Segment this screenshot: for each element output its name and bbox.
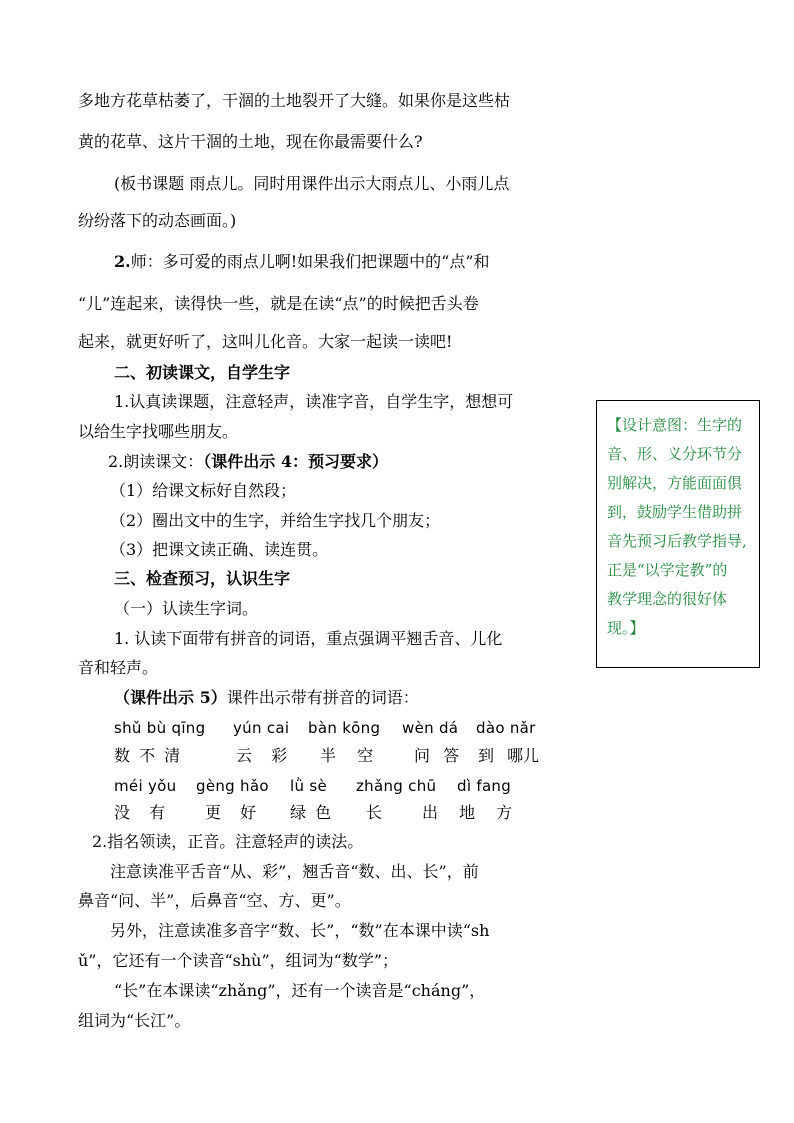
paragraph-line: 以给生字找哪些朋友。	[78, 422, 239, 441]
design-intent-line: 到，鼓励学生借助拼	[607, 503, 743, 521]
pinyin-word: méi yǒu	[114, 777, 177, 795]
pinyin-word: dì fang	[457, 777, 512, 795]
courseware-note: （课件出示 4：预习要求）	[203, 452, 388, 471]
design-intent-line: 音先预习后教学指导,	[607, 532, 747, 550]
subsection-heading: （一）认读生字词。	[114, 599, 259, 618]
pinyin-word: wèn dá	[402, 719, 459, 737]
paragraph-line: 组词为“长江”。	[78, 1011, 191, 1030]
design-intent-line: 别解决，方能面面俱	[607, 474, 743, 492]
pinyin-word: shǔ bù qīng	[114, 719, 206, 737]
chinese-word: 半 空	[320, 746, 374, 765]
pinyin-word: yún cai	[233, 719, 290, 737]
pinyin-word: lǜ sè	[290, 777, 327, 795]
design-intent-box	[596, 400, 760, 668]
chinese-word: 到 哪儿	[478, 746, 540, 765]
design-intent-line: 现。】	[607, 619, 645, 637]
courseware-text: 课件出示带有拼音的词语：	[226, 688, 419, 707]
paragraph-line: 黄的花草、这片干涸的土地，现在你最需要什么?	[78, 132, 423, 151]
paragraph-line: “长”在本课读“zhǎng”，还有一个读音是“cháng”，	[114, 981, 486, 1000]
chinese-word: 长	[366, 803, 383, 822]
chinese-word: 出 地 方	[422, 803, 513, 822]
paragraph-line: 多地方花草枯萎了，干涸的土地裂开了大缝。如果你是这些枯	[78, 91, 511, 110]
courseware-line	[114, 687, 624, 709]
reading-label: 2.朗读课文：	[108, 452, 204, 471]
chinese-word: 绿 色	[290, 803, 332, 822]
design-intent-line: 正是“以学定教”的	[607, 561, 728, 579]
paragraph-line: 1.认真读课题，注意轻声，读准字音，自学生字，想想可	[114, 392, 514, 411]
list-item: （2）圈出文中的生字，并给生字找几个朋友；	[110, 511, 441, 530]
pinyin-word: dào nǎr	[476, 719, 536, 737]
paragraph-line: 注意读准平舌音“从、彩”，翘舌音“数、出、长”，前	[110, 862, 479, 881]
design-intent-line: 音、形、义分环节分	[607, 445, 743, 463]
chinese-word: 问 答	[414, 746, 460, 765]
reading-line	[108, 451, 618, 473]
item-number: 2.	[114, 252, 131, 271]
design-intent-line: 教学理念的很好体	[607, 590, 728, 608]
teacher-line	[114, 251, 624, 273]
courseware-label: （课件出示 5）	[114, 688, 227, 707]
pinyin-word: zhǎng chū	[356, 777, 437, 795]
section-heading: 二、初读课文，自学生字	[114, 363, 291, 382]
blackboard-note-line: (板书课题 雨点儿。同时用课件出示大雨点儿、小雨儿点	[114, 174, 510, 193]
chinese-word: 更 好	[205, 803, 257, 822]
paragraph-line: 纷纷落下的动态画面。)	[78, 211, 237, 230]
chinese-word: 数 不 清	[114, 746, 181, 765]
paragraph-line: 起来，就更好听了，这叫儿化音。大家一起读一读吧!	[78, 332, 453, 351]
pinyin-word: bàn kōng	[308, 719, 381, 737]
teacher-text: 师：多可爱的雨点儿啊!如果我们把课题中的“点”和	[130, 252, 490, 271]
paragraph-line: ǔ”，它还有一个读音“shù”，组词为“数学”；	[78, 951, 399, 970]
section-heading: 三、检查预习，认识生字	[114, 569, 291, 588]
paragraph-line: “儿”连起来，读得快一些，就是在读“点”的时候把舌头卷	[78, 294, 479, 313]
list-item: （3）把课文读正确、读连贯。	[110, 540, 329, 559]
pinyin-word: gèng hǎo	[196, 777, 269, 795]
paragraph-line: 鼻音“问、半”，后鼻音“空、方、更”。	[78, 891, 351, 910]
paragraph-line: 音和轻声。	[78, 658, 159, 677]
chinese-word: 没 有	[114, 803, 166, 822]
paragraph-line: 另外，注意读准多音字“数、长”，“数”在本课中读“sh	[110, 921, 490, 940]
paragraph-line: 2.指名领读，正音。注意轻声的读法。	[92, 832, 364, 851]
design-intent-line: 【设计意图：生字的	[607, 416, 743, 434]
paragraph-line: 1. 认读下面带有拼音的词语，重点强调平翘舌音、儿化	[114, 629, 503, 648]
list-item: （1）给课文标好自然段；	[110, 481, 297, 500]
chinese-word: 云 彩	[236, 746, 288, 765]
